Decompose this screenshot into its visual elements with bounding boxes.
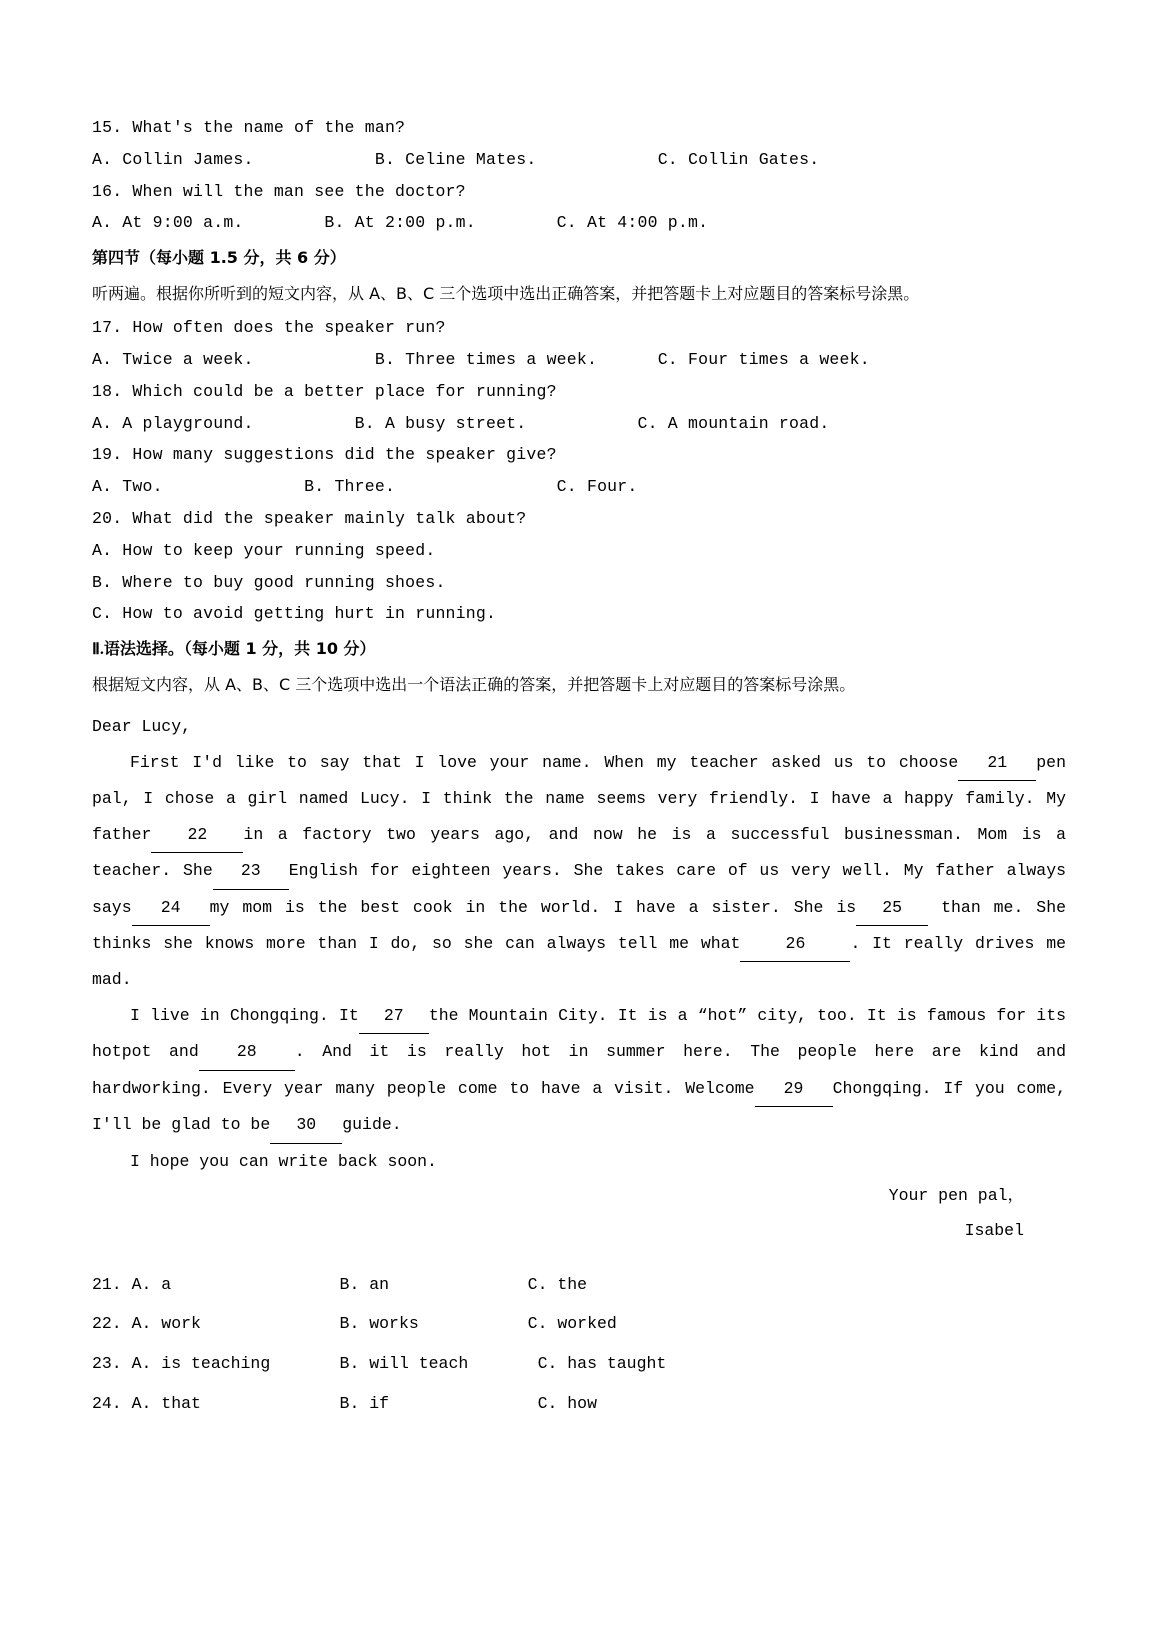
p2-seg8: guide.	[342, 1115, 402, 1135]
blank-28[interactable]: 28	[199, 1034, 295, 1070]
question-15-stem: 15. What's the name of the man?	[92, 118, 406, 137]
question-19-options: A. Two. B. Three. C. Four.	[92, 477, 638, 497]
choice-row-23[interactable]: 23. A. is teaching B. will teach C. has taught	[92, 1354, 667, 1374]
p2-seg7: come, I'll be glad to be	[92, 1078, 1067, 1135]
p1-seg5: in a factory two years ago, and now he is a successful businessman. Mom is a	[243, 824, 1066, 844]
p1-seg6: teacher. She	[92, 861, 213, 881]
blank-21[interactable]: 21	[958, 745, 1036, 781]
signature-text: Isabel	[964, 1220, 1024, 1240]
letter-signature	[92, 1214, 1066, 1249]
blank-30[interactable]: 30	[270, 1107, 342, 1143]
p2-seg1: I live in Chongqing. It	[130, 1005, 359, 1025]
blank-26[interactable]: 26	[740, 926, 850, 962]
p1-seg9: my mom is the best cook in the world. I have a sister. She is	[209, 897, 857, 917]
choice-row-21[interactable]: 21. A. a B. an C. the	[92, 1274, 588, 1294]
choice-row-24[interactable]: 24. A. that B. if C. how	[92, 1393, 597, 1413]
blank-25[interactable]: 25	[856, 890, 928, 926]
blank-23[interactable]: 23	[213, 853, 289, 889]
p2-seg4: . And it is really hot in summer here. The people here are kind	[294, 1042, 1019, 1062]
blank-29[interactable]: 29	[755, 1071, 833, 1107]
question-16-options: A. At 9:00 a.m. B. At 2:00 p.m. C. At 4:00 p.m.	[92, 213, 709, 233]
p1-seg12: really drives me mad.	[92, 933, 1066, 990]
question-15-options: A. Collin James. B. Celine Mates. C. Collin Gates.	[92, 149, 820, 169]
p2-seg2: the Mountain City. It is a “hot” city, too. It is famous	[428, 1005, 987, 1025]
p1-seg4: father	[92, 824, 152, 844]
passage-paragraph-1	[92, 745, 1066, 998]
section-four-instruction: 听两遍。根据你所听到的短文内容，从 A、B、C 三个选项中选出正确答案，并把答题卡上对应题目的答案标号涂黑。	[92, 284, 920, 304]
question-16-stem: 16. When will the man see the doctor?	[92, 181, 466, 201]
signoff-text: Your pen pal，	[888, 1186, 1024, 1206]
question-20-option-b: B. Where to buy good running shoes.	[92, 572, 446, 592]
p1-seg3: pal, I chose a girl named Lucy. I think the name seems very friendly. I have a happy family. My	[92, 789, 1066, 809]
salutation: Dear Lucy,	[92, 717, 192, 737]
grammar-section-title: 语法选择。（每小题 1 分，共 10 分）	[103, 639, 376, 659]
question-20-stem: 20. What did the speaker mainly talk about?	[92, 508, 527, 528]
p2-seg3: for its hotpot and	[92, 1005, 1066, 1062]
question-18-options: A. A playground. B. A busy street. C. A mountain road.	[92, 413, 830, 433]
section-four-heading: 第四节（每小题 1.5 分，共 6 分）	[92, 248, 346, 268]
choice-row-22[interactable]: 22. A. work B. works C. worked	[92, 1314, 617, 1334]
grammar-section-heading	[92, 636, 1066, 659]
p1-seg7: English for eighteen years. She takes care of us very well. My father	[288, 861, 995, 881]
question-17-stem: 17. How often does the speaker run?	[92, 318, 446, 338]
question-20-option-c: C. How to avoid getting hurt in running.	[92, 604, 497, 624]
p1-seg2: pen	[1036, 752, 1066, 772]
p1-seg10: than me. She thinks she knows more than I do, so she can always tell me what	[92, 897, 1067, 953]
p1-seg1: First I'd like to say that I love your name. When my teacher asked us to choose	[130, 752, 959, 772]
question-18-stem: 18. Which could be a better place for running?	[92, 381, 557, 401]
cloze-passage	[92, 709, 1066, 1179]
grammar-instruction: 根据短文内容，从 A、B、C 三个选项中选出一个语法正确的答案，并把答题卡上对应题目的答案标号涂黑。	[92, 675, 856, 695]
p1-seg8: always says	[92, 861, 1067, 917]
p1-seg11: . It	[850, 933, 892, 953]
blank-27[interactable]: 27	[359, 998, 429, 1034]
question-17-options: A. Twice a week. B. Three times a week. C. Four times a week.	[92, 349, 870, 369]
blank-24[interactable]: 24	[132, 890, 210, 926]
p2-seg5: and hardworking. Every year many people come to have a visit. Welcome	[92, 1042, 1066, 1098]
passage-paragraph-2	[92, 998, 1066, 1144]
blank-22[interactable]: 22	[151, 817, 243, 853]
question-19-stem: 19. How many suggestions did the speaker give?	[92, 445, 557, 465]
p2-seg6: Chongqing. If you	[832, 1078, 1005, 1098]
letter-signoff	[92, 1179, 1066, 1214]
question-20-option-a: A. How to keep your running speed.	[92, 540, 436, 560]
p3-text: I hope you can write back soon.	[130, 1151, 437, 1171]
grammar-section-numeral: Ⅱ.	[92, 641, 104, 659]
passage-paragraph-3	[92, 1144, 1066, 1179]
